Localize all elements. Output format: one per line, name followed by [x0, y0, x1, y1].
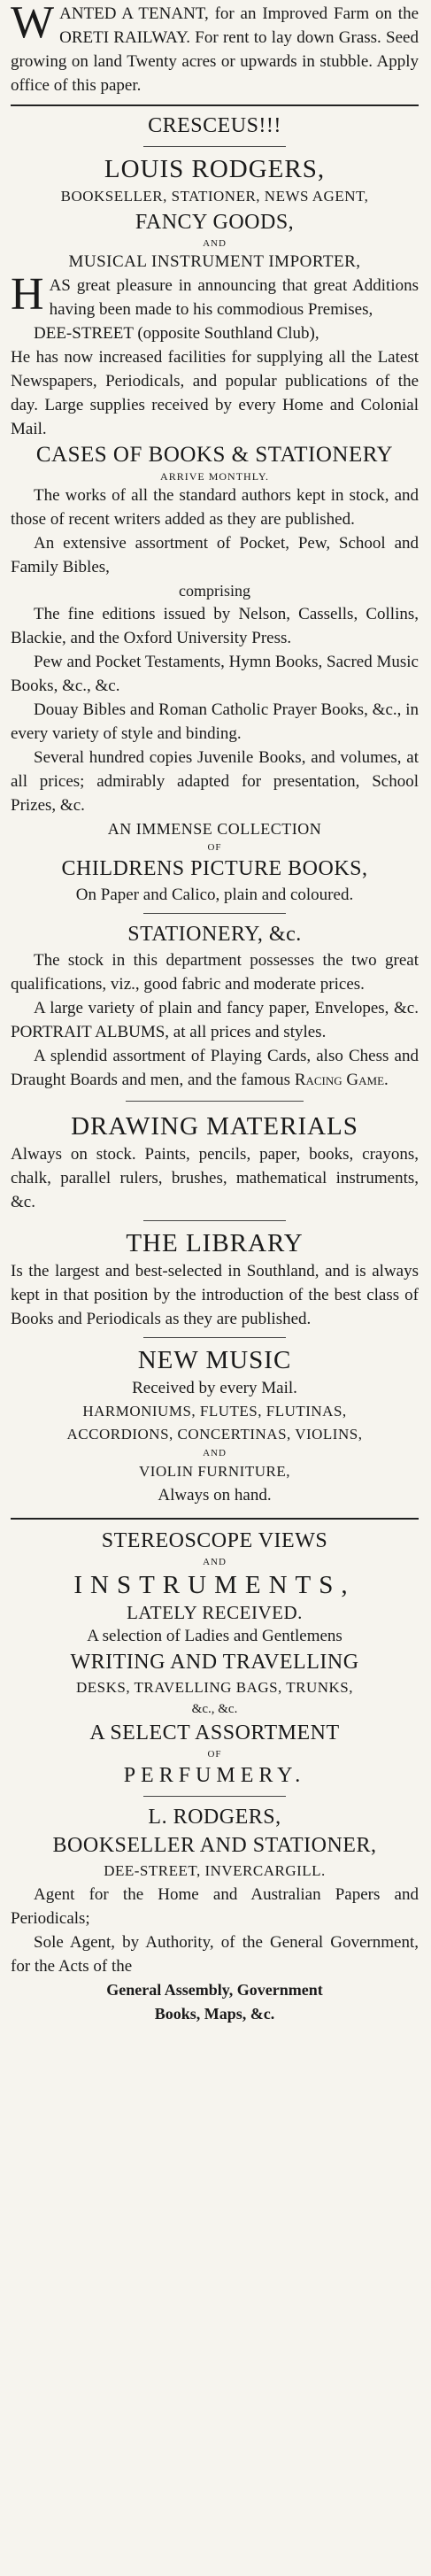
of-word: OF [207, 1749, 222, 1760]
of-word: OF [207, 842, 222, 853]
received-mail: Received by every Mail. [132, 1379, 297, 1397]
sign-name: L. RODGERS, [148, 1806, 281, 1829]
heading-instruments: INSTRUMENTS, [73, 1571, 356, 1599]
comprising-word: comprising [179, 582, 250, 600]
etc-line: &c., &c. [191, 1702, 238, 1716]
intro-paragraph [11, 269, 419, 321]
perfumery: PERFUMERY. [123, 1764, 306, 1787]
drawing-text: Always on stock. Paints, pencils, paper, books, crayons, chalk, parallel rulers, brushes, mathematical instruments, &c. [11, 1145, 419, 1211]
editions-text: The fine editions issued by Nelson, Cassells, Collins, Blackie, and the Oxford University Press. [11, 605, 419, 647]
heading-stereo: STEREOSCOPE VIEWS [101, 1529, 328, 1552]
heading-drawing: DRAWING MATERIALS [71, 1112, 358, 1141]
short-divider [143, 1337, 286, 1338]
stationery-stock: The stock in this department possesses the two great qualifications, viz., good fabric and moderate prices. [11, 951, 419, 994]
and-word: AND [203, 1557, 227, 1567]
playing-cards [11, 1044, 419, 1092]
paper-calico: On Paper and Calico, plain and coloured. [75, 886, 354, 904]
heading-crescens: CRESCEUS!!! [148, 114, 281, 137]
heading-childrens: CHILDRENS PICTURE BOOKS, [61, 857, 368, 880]
heading-immense: AN IMMENSE COLLECTION [107, 820, 322, 838]
facilities-text: He has now increased facilities for supplying all the Latest Newspapers, Periodicals, and popular publications of the day. Large supplies received by every Home and Colonial Mail. [11, 348, 419, 438]
general-assembly: General Assembly, Government [106, 1981, 323, 1999]
desks-bags: DESKS, TRAVELLING BAGS, TRUNKS, [75, 1679, 354, 1696]
select-assortment: A SELECT ASSORTMENT [89, 1721, 340, 1744]
heading-stationery: STATIONERY, &c. [127, 923, 302, 946]
arrive-monthly: ARRIVE MONTHLY. [160, 470, 269, 483]
library-text: Is the largest and best-selected in Southland, and is always kept in that position by the introduction of the best class of Books and Periodicals as they are published. [11, 1262, 419, 1328]
intro-text: AS great pleasure in announcing that great Additions having been made to his commodious Premises, [49, 276, 419, 319]
writing-travelling: WRITING AND TRAVELLING [70, 1651, 359, 1674]
and-word: AND [203, 238, 227, 249]
intro-dropcap: H [11, 269, 44, 320]
violin-furniture: VIOLIN FURNITURE, [139, 1463, 290, 1480]
testaments-text: Pew and Pocket Testaments, Hymn Books, Sacred Music Books, &c., &c. [11, 653, 419, 695]
section-divider [11, 1518, 419, 1520]
agent-line: Agent for the Home and Australian Papers and Periodicals; [11, 1885, 419, 1928]
douay-text: Douay Bibles and Roman Catholic Prayer Books, &c., in every variety of style and binding. [11, 700, 419, 743]
standard-authors: The works of all the standard authors kept in stock, and those of recent writers added as they are published. [11, 486, 419, 529]
wanted-dropcap: W [11, 0, 55, 48]
short-divider [143, 146, 286, 147]
instruments-line-1: HARMONIUMS, FLUTES, FLUTINAS, [82, 1403, 347, 1420]
short-divider [143, 913, 286, 914]
short-divider [143, 1220, 286, 1221]
subhead-music: MUSICAL INSTRUMENT IMPORTER, [68, 252, 361, 271]
subhead-fancy: FANCY GOODS, [135, 211, 295, 234]
wanted-ad [11, 2, 419, 97]
sign-trade: BOOKSELLER AND STATIONER, [52, 1834, 377, 1857]
instruments-line-2: ACCORDIONS, CONCERTINAS, VIOLINS, [66, 1426, 363, 1443]
sole-agent: Sole Agent, by Authority, of the General Government, for the Acts of the [11, 1933, 419, 1976]
lately-received: LATELY RECEIVED. [127, 1602, 303, 1623]
heading-name: LOUIS RODGERS, [104, 155, 326, 183]
short-divider [126, 1101, 304, 1102]
playing-cards-text: A splendid assortment of Playing Cards, also Chess and Draught Boards and men, and the famous [11, 1047, 419, 1089]
heading-music: NEW MUSIC [137, 1346, 292, 1374]
and-word: AND [203, 1448, 227, 1458]
section-divider [11, 104, 419, 106]
heading-cases: CASES OF BOOKS & STATIONERY [35, 443, 394, 467]
juvenile-text: Several hundred copies Juvenile Books, and volumes, at all prices; admirably adapted for presentation, School Prizes, &c. [11, 748, 419, 815]
subhead-trades: BOOKSELLER, STATIONER, NEWS AGENT, [60, 188, 369, 205]
address-line: DEE-STREET (opposite Southland Club), [34, 324, 319, 343]
books-maps: Books, Maps, &c. [154, 2005, 275, 2023]
wanted-ad-text: ANTED A TENANT, for an Improved Farm on the ORETI RAILWAY. For rent to lay down Grass. Seed growing on land Twenty acres or upwards in stubble. Apply office of this paper. [11, 4, 419, 95]
heading-library: THE LIBRARY [126, 1229, 304, 1257]
short-divider [143, 1796, 286, 1797]
large-variety: A large variety of plain and fancy paper, Envelopes, &c. PORTRAIT ALBUMS, at all prices and styles. [11, 999, 419, 1041]
bibles-text: An extensive assortment of Pocket, Pew, School and Family Bibles, [11, 534, 419, 576]
sign-address: DEE-STREET, INVERCARGILL. [104, 1862, 326, 1879]
racing-game: Racing Game. [294, 1071, 389, 1089]
always-hand: Always on hand. [158, 1486, 272, 1505]
ladies-gents: A selection of Ladies and Gentlemens [87, 1627, 342, 1645]
